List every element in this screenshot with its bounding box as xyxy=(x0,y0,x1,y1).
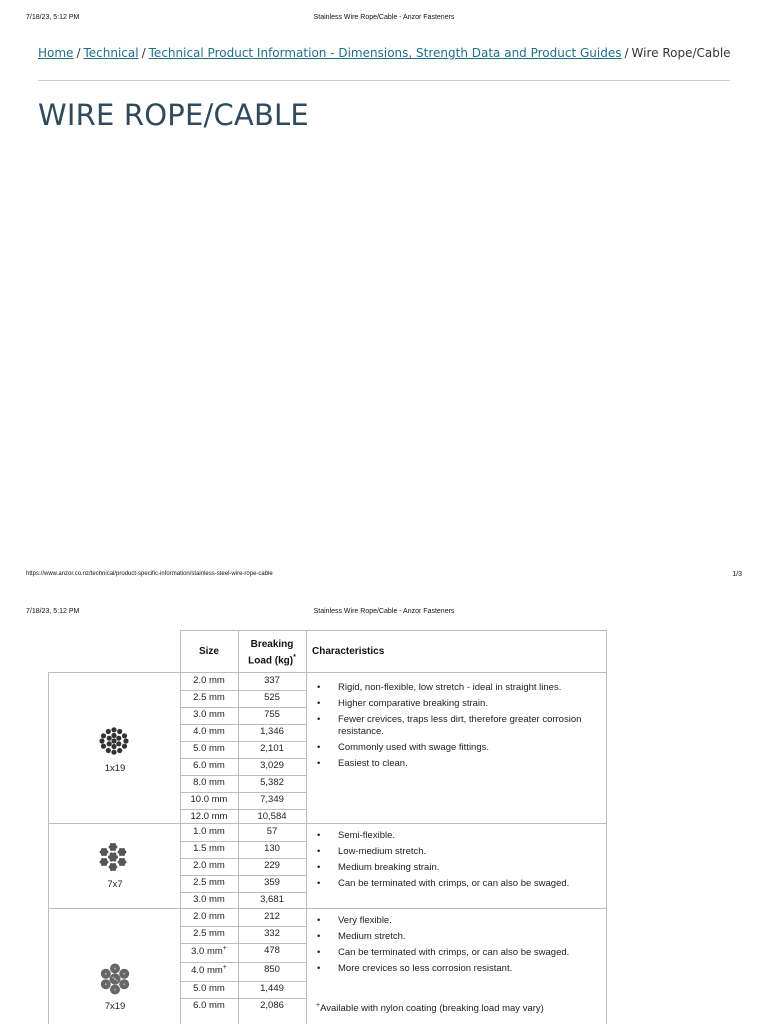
row-divider xyxy=(180,981,306,982)
note-text: Available with nylon coating (breaking load may vary) xyxy=(320,1003,544,1015)
header-divider xyxy=(38,80,730,81)
breaking-load-cell: 478 xyxy=(264,945,280,956)
list-item: • Medium stretch. xyxy=(314,931,599,943)
breaking-load-cell: 130 xyxy=(264,843,280,854)
size-cell: 5.0 mm xyxy=(193,743,225,754)
row-divider xyxy=(180,741,306,742)
size-cell: 6.0 mm xyxy=(193,1000,225,1011)
nylon-coating-note xyxy=(316,1002,544,1014)
size-cell: 2.5 mm xyxy=(193,877,225,888)
header-load-line1: Breaking xyxy=(250,639,294,650)
header-characteristics: Characteristics xyxy=(312,646,385,657)
breadcrumb-separator: / xyxy=(624,46,629,60)
row-divider xyxy=(180,858,306,859)
list-item: • Low-medium stretch. xyxy=(314,846,599,858)
breaking-load-cell: 525 xyxy=(264,692,280,703)
rope-label-7x19: 7x19 xyxy=(104,1001,126,1012)
breadcrumb-home-link[interactable]: Home xyxy=(38,46,74,60)
1x19-strand-icon xyxy=(97,724,131,758)
row-divider xyxy=(180,943,306,944)
breaking-load-cell: 755 xyxy=(264,709,280,720)
row-divider xyxy=(180,707,306,708)
breaking-load-cell: 3,681 xyxy=(260,894,284,905)
breaking-load-cell: 229 xyxy=(264,860,280,871)
breadcrumb xyxy=(38,46,731,60)
size-cell: 1.5 mm xyxy=(193,843,225,854)
breaking-load-cell: 1,346 xyxy=(260,726,284,737)
breaking-load-cell: 5,382 xyxy=(260,777,284,788)
breadcrumb-separator: / xyxy=(141,46,146,60)
breaking-load-cell: 10,584 xyxy=(257,811,287,822)
breaking-load-cell: 2,101 xyxy=(260,743,284,754)
size-cell: 3.0 mm xyxy=(193,894,225,905)
header-load-mark: * xyxy=(293,654,296,661)
breadcrumb-product-info-link[interactable]: Technical Product Information - Dimensions, Strength Data and Product Guides xyxy=(148,46,622,60)
list-item: • Semi-flexible. xyxy=(314,830,599,842)
list-item: • Easiest to clean. xyxy=(314,758,599,770)
breaking-load-cell: 57 xyxy=(266,826,278,837)
list-item: • Rigid, non-flexible, low stretch - ideal in straight lines. xyxy=(314,682,599,694)
print-title-page2: Stainless Wire Rope/Cable - Anzor Fasteners xyxy=(313,608,455,615)
size-cell: 4.0 mm xyxy=(193,726,225,737)
size-cell: 6.0 mm xyxy=(193,760,225,771)
size-cell: 10.0 mm xyxy=(190,794,228,805)
list-item: • Very flexible. xyxy=(314,915,599,927)
header-breaking-load xyxy=(238,638,306,667)
breaking-load-cell: 359 xyxy=(264,877,280,888)
row-divider xyxy=(180,724,306,725)
row-divider xyxy=(180,775,306,776)
size-cell: 2.0 mm xyxy=(193,911,225,922)
header-load-line2: Load (kg) xyxy=(248,655,294,667)
row-divider xyxy=(180,809,306,810)
list-item: • Can be terminated with crimps, or can also be swaged. xyxy=(314,878,599,890)
characteristics-list-7x19 xyxy=(314,915,599,979)
coating-mark: + xyxy=(222,945,227,952)
size-cell: 2.0 mm xyxy=(193,675,225,686)
7x7-strand-icon xyxy=(97,841,129,873)
note-mark: + xyxy=(316,1002,321,1009)
size-cell: 2.5 mm xyxy=(193,692,225,703)
page-title: WIRE ROPE/CABLE xyxy=(38,98,309,132)
print-title: Stainless Wire Rope/Cable - Anzor Fasteners xyxy=(313,14,455,21)
list-item: • Can be terminated with crimps, or can also be swaged. xyxy=(314,947,599,959)
breaking-load-cell: 1,449 xyxy=(260,983,284,994)
breadcrumb-separator: / xyxy=(76,46,81,60)
print-footer-page: 1/3 xyxy=(732,571,742,578)
breaking-load-cell: 850 xyxy=(264,964,280,975)
coating-mark: + xyxy=(222,964,227,971)
list-item: • Fewer crevices, traps less dirt, therefore greater corrosion resistance. xyxy=(314,714,599,738)
row-divider xyxy=(180,875,306,876)
breadcrumb-current: Wire Rope/Cable xyxy=(631,46,731,60)
size-cell: 8.0 mm xyxy=(193,777,225,788)
size-cell: 1.0 mm xyxy=(193,826,225,837)
print-footer-url: https://www.anzor.co.nz/technical/product-specific-information/stainless-steel-wire-rope-cable xyxy=(26,571,273,577)
row-divider xyxy=(180,758,306,759)
row-divider xyxy=(180,926,306,927)
print-datetime: 7/18/23, 5:12 PM xyxy=(26,14,80,21)
print-datetime-page2: 7/18/23, 5:12 PM xyxy=(26,608,80,615)
size-value: 4.0 mm xyxy=(191,965,223,977)
breaking-load-cell: 3,029 xyxy=(260,760,284,771)
characteristics-list-7x7 xyxy=(314,830,599,894)
row-divider xyxy=(180,998,306,999)
size-cell: 2.0 mm xyxy=(193,860,225,871)
row-divider xyxy=(180,841,306,842)
row-divider xyxy=(180,792,306,793)
size-cell xyxy=(180,964,238,976)
size-cell: 2.5 mm xyxy=(193,928,225,939)
breaking-load-cell: 337 xyxy=(264,675,280,686)
header-size: Size xyxy=(198,646,219,657)
breaking-load-cell: 212 xyxy=(264,911,280,922)
size-cell: 5.0 mm xyxy=(193,983,225,994)
row-divider xyxy=(180,962,306,963)
breaking-load-cell: 332 xyxy=(264,928,280,939)
size-cell: 3.0 mm xyxy=(193,709,225,720)
breaking-load-cell: 7,349 xyxy=(260,794,284,805)
size-cell xyxy=(180,945,238,957)
row-divider xyxy=(180,690,306,691)
list-item: • Medium breaking strain. xyxy=(314,862,599,874)
list-item: • More crevices so less corrosion resistant. xyxy=(314,963,599,975)
characteristics-list-1x19 xyxy=(314,682,599,774)
size-cell: 12.0 mm xyxy=(190,811,228,822)
row-divider xyxy=(180,892,306,893)
size-value: 3.0 mm xyxy=(191,946,223,958)
7x19-strand-icon xyxy=(99,963,131,995)
rope-label-1x19: 1x19 xyxy=(104,763,126,774)
rope-label-7x7: 7x7 xyxy=(107,879,123,890)
breadcrumb-technical-link[interactable]: Technical xyxy=(83,46,139,60)
breaking-load-cell: 2,086 xyxy=(260,1000,284,1011)
list-item: • Higher comparative breaking strain. xyxy=(314,698,599,710)
list-item: • Commonly used with swage fittings. xyxy=(314,742,599,754)
